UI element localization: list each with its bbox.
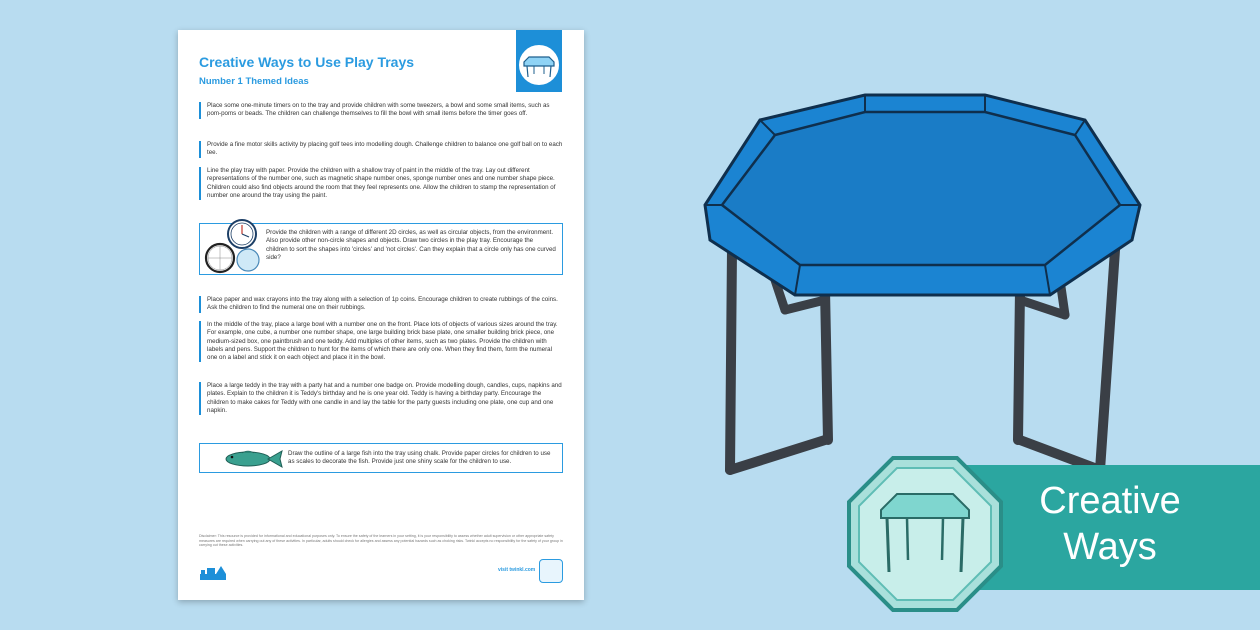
fish-activity-box bbox=[199, 443, 563, 473]
circles-activity-box bbox=[199, 223, 563, 275]
fish-activity-text: Draw the outline of a large fish into the tray using chalk. Provide paper circles for children to use as scales to decorate the fish. Provide just one shiny scale for the children to use. bbox=[288, 450, 551, 466]
banner-title bbox=[1000, 478, 1220, 570]
footer-website: visit twinkl.com bbox=[498, 567, 536, 573]
resource-sheet-preview bbox=[178, 30, 584, 600]
paragraph-teddy-party: Place a large teddy in the tray with a party hat and a number one badge on. Provide modelling dough, candles, cups, napkins and plates. Explain to the children it is Teddy's birthday and he is one year old. Teddy is having a birthday party. Encourage the children to make cakes for Teddy with one candle in and lay the table for the party guests including one plate, one cup and one napkin. bbox=[199, 382, 563, 415]
play-tray-illustration bbox=[700, 90, 1145, 500]
paragraph-golf-tees: Provide a fine motor skills activity by placing golf tees into modelling dough. Challenge children to balance one golf ball on to each tee. bbox=[199, 141, 563, 158]
tray-corner-badge bbox=[516, 30, 562, 92]
banner-title-line-1: Creative bbox=[1039, 480, 1181, 522]
sheet-subtitle: Number 1 Themed Ideas bbox=[199, 76, 309, 87]
paragraph-paint: Line the play tray with paper. Provide the children with a shallow tray of paint in the middle of the tray. Lay out different representations of the number one, such as magnetic shape number ones, sponge number ones and one number shape piece. Children could also find objects around the room that they feel represents one. Allow the children to stamp the representation of number one around the tray using the paint. bbox=[199, 167, 563, 200]
tray-icon bbox=[518, 44, 560, 86]
sheet-title: Creative Ways to Use Play Trays bbox=[199, 54, 415, 70]
banner-title-line-2: Ways bbox=[1063, 526, 1157, 568]
quality-badge-icon bbox=[539, 559, 563, 583]
circle-objects-icon bbox=[202, 218, 266, 274]
circles-activity-text: Provide the children with a range of different 2D circles, as well as circular objects, from the environment. Also provide other non-circle shapes and objects. Draw two circles in the play tray. Encourage the children to sort the shapes into 'circles' and 'not circles'. Can they explain that a circle only has one curved side? bbox=[266, 229, 556, 261]
paragraph-number-one-bowl: In the middle of the tray, place a large bowl with a number one on the front. Place lots of objects of various sizes around the tray. For example, one cube, a number one number shape, one large building brick base plate, one smaller building brick piece, one medium-sized box, one paintbrush and one teddy. Add multiples of other items, such as two plates. Provide the children with labels and pens. Support the children to hunt for the items of which there are only one. When they find them, form the numeral one on a label and stick it on each object and place it in the bowl. bbox=[199, 321, 563, 362]
twinkl-blocks-logo-icon bbox=[199, 562, 229, 582]
disclaimer-text: Disclaimer: This resource is provided for informational and educational purposes only. To ensure the safety of the learners in your setting, it is your responsibility to assess whether adult supervision or other appropriate safety measures are required when carrying out any of these activities. In particular, adults should check for allergies and assess any potential hazards such as choking risks. Twinkl accepts no responsibility for the safety of your group in carrying out these activities. bbox=[199, 534, 563, 548]
paragraph-timers: Place some one-minute timers on to the tray and provide children with some tweezers, a bowl and some small items, such as pom-poms or beads. The children can challenge themselves to fill the bowl with small items before the timer goes off. bbox=[199, 102, 563, 119]
octagon-tray-badge-icon bbox=[845, 454, 1005, 614]
paragraph-coin-rubbings: Place paper and wax crayons into the tray along with a selection of 1p coins. Encourage children to create rubbings of the coins. Ask the children to find the numeral one on their rubbings. bbox=[199, 296, 563, 313]
fish-icon bbox=[222, 448, 284, 470]
